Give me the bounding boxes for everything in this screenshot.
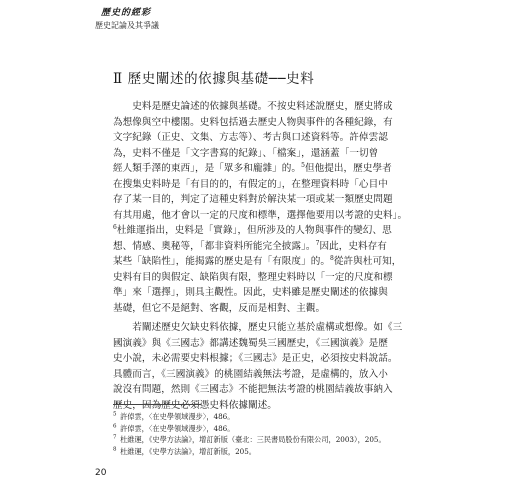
footnote-marker[interactable]: 8 (330, 254, 334, 262)
running-head (95, 8, 295, 31)
text-segment: 為想像與空中樓閣。史料包括過去歷史人物與事件的各種紀錄，有 (113, 116, 393, 128)
text-line (113, 130, 433, 146)
footnote-text: 杜維運，《史學方法論》，增訂新版，205。 (116, 446, 256, 456)
running-head-title: 歷史的經彩 (101, 8, 152, 18)
footnote-number: 7 (113, 434, 117, 441)
text-segment: 但他提出，歷史學者 (304, 163, 392, 174)
footnote-number: 8 (113, 446, 117, 453)
text-line (113, 285, 433, 301)
text-line (113, 254, 433, 270)
text-segment: 史料是歷史論述的依據與基礎。不按史料述說歷史，歷史將成 (113, 101, 393, 112)
text-line: 國演義》與《三國志》都講述魏蜀吳三國歷史，《三國演義》是歷 (113, 337, 388, 349)
text-line (113, 161, 433, 177)
text-segment: 存了某一目的，判定了這種史料對於解決某一項或某一類歷史問題 (113, 194, 393, 205)
footnote (113, 446, 433, 458)
footnote-text: 許倬雲，〈在史學領域漫步〉，486。 (116, 412, 235, 421)
footnote-text: 杜維運，《史學方法論》，增訂新版（臺北：三民書局股份有限公司，2003），205。 (116, 435, 386, 444)
text-line: 史小說，未必需要史料根據；《三國志》是正史，必須按史料說話。 (113, 353, 398, 364)
text-line: 具體而言，《三國演義》的桃園結義無法考證，是虛構的，放入小 (113, 368, 388, 380)
text-line (113, 115, 433, 131)
text-segment: 因此，史料存有 (319, 240, 387, 252)
text-line (113, 270, 433, 286)
footnote-divider (113, 404, 201, 405)
text-segment: 杜維運指出，史料是「實錄」，但所涉及的人物與事件的變幻、思 (116, 225, 392, 236)
text-line (113, 177, 433, 193)
footnote (113, 411, 433, 423)
text-line (113, 146, 433, 162)
footnote-number: 6 (113, 423, 117, 430)
text-segment: 在搜集史料時是「有目的的，有假定的」，在整理資料時「心目中 (113, 178, 388, 190)
text-line (113, 99, 433, 115)
section-heading: Ⅱ 歷史闡述的依據與基礎──史料 (113, 71, 315, 87)
text-line: 說沒有問題，然則《三國志》不能把無法考證的桃園結義故事納入 (113, 384, 393, 395)
text-segment: 基礎，但它不是絕對、客觀，反而是相對、主觀。 (113, 302, 326, 314)
text-segment: 想、情感、奧秘等，「都非資料所能完全披露」。 (113, 240, 316, 252)
text-line (113, 239, 433, 255)
footnote-text: 許倬雲，〈在史學領域漫步〉，486。 (116, 423, 235, 433)
footnote-number: 5 (113, 411, 117, 418)
text-line: 若闡述歷史欠缺史料依據，歷史只能立基於虛構或想像。如《三 (113, 322, 403, 333)
text-segment: 有其用處，他才會以一定的尺度和標準，選擇他要用以考證的史料」。 (113, 209, 408, 221)
text-segment: 從許與杜可知， (333, 256, 402, 267)
text-line (113, 192, 433, 208)
text-segment: 某些「缺陷性」，能揭露的歷史是有「有限度」的。 (113, 256, 331, 267)
text-segment: 經人類手澤的東西」，是「眾多和龐雜」的。 (113, 163, 302, 174)
footnote (113, 423, 433, 435)
text-line (113, 223, 433, 239)
text-segment: 史料有目的與假定、缺陷與有限，整理史料時以「一定的尺度和標 (113, 271, 393, 283)
running-head-subtitle: 歷史記論及其爭議 (95, 21, 159, 30)
footnote (113, 434, 433, 446)
paragraph-sources-basis (113, 99, 433, 316)
text-segment: 為，史料不僅是「文字書寫的紀錄」、「檔案」，還涵蓋「一切曾 (113, 147, 379, 159)
text-line (113, 208, 433, 224)
text-segment: 準」來「選擇」，則具主觀性。因此，史料雖是歷史闡述的依據與 (113, 287, 388, 298)
footnote-marker[interactable]: 7 (315, 239, 320, 247)
page-number: 20 (95, 468, 107, 478)
footnote-marker[interactable]: 5 (301, 161, 305, 169)
footnotes (113, 411, 433, 457)
footnote-marker[interactable]: 6 (113, 223, 117, 231)
text-line (113, 301, 433, 317)
paragraph-three-kingdoms-example (113, 320, 433, 413)
text-segment: 文字紀錄（正史、文集、方志等）、考古與口述資料等。許倬雲認 (113, 132, 388, 143)
text-line: 歷史，因為歷史必須憑史料依據闡述。 (113, 399, 277, 411)
